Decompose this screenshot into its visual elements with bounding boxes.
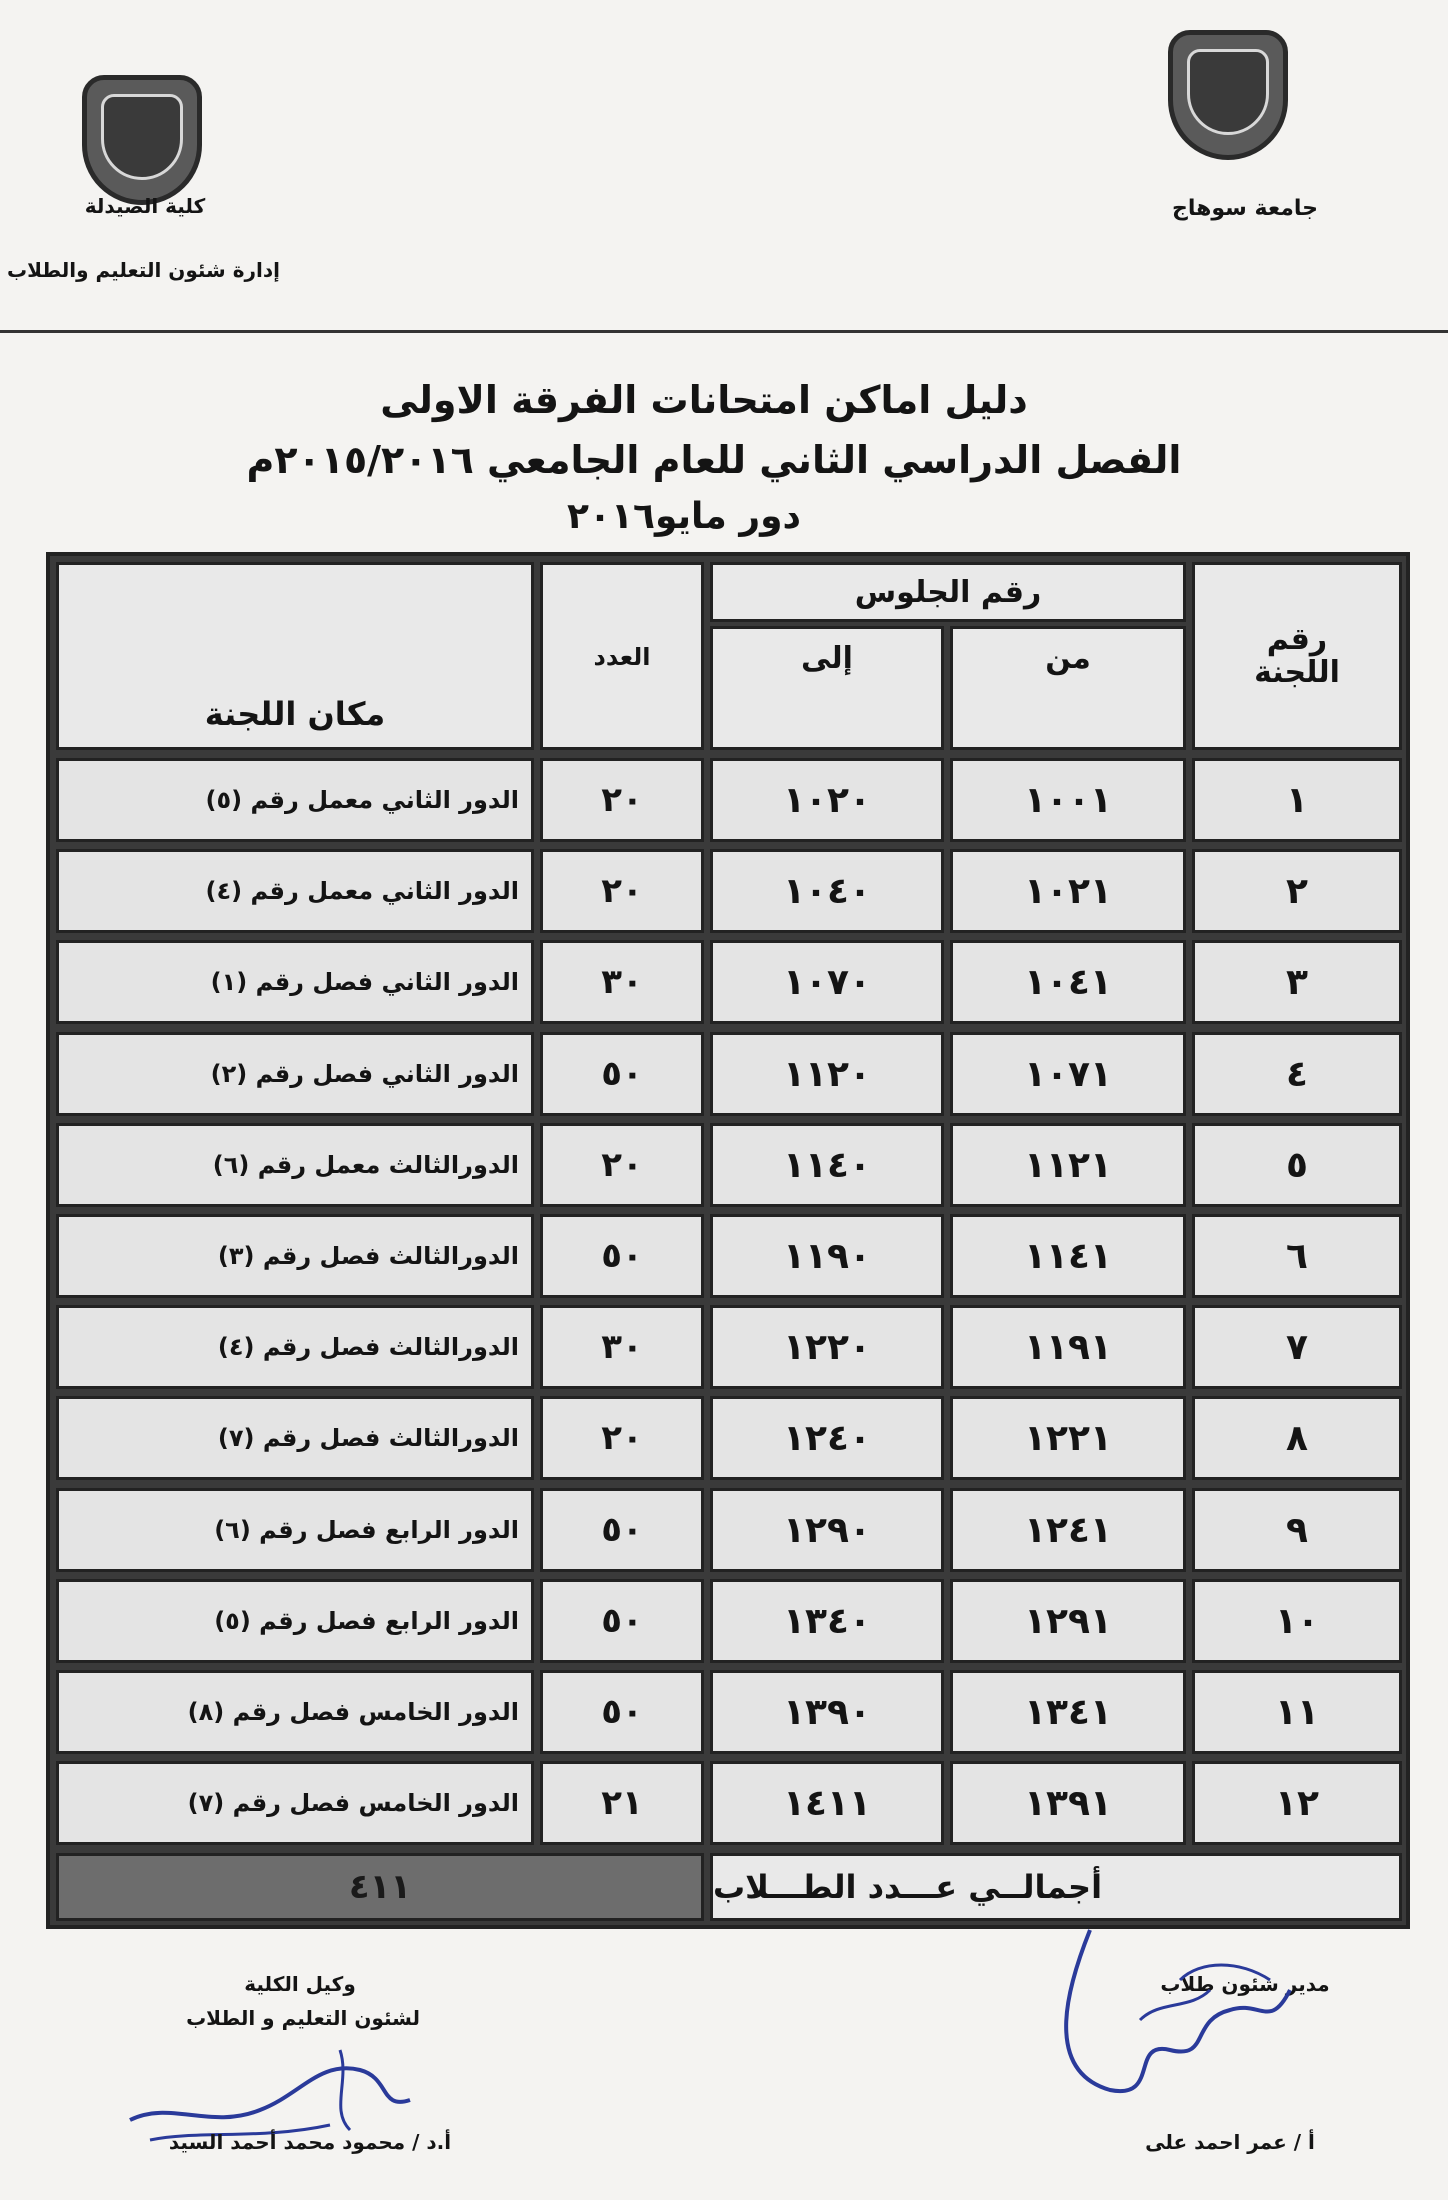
row-seat-to: ١٢٢٠ <box>710 1305 944 1389</box>
doc-subtitle: الفصل الدراسي الثاني للعام الجامعي ٢٠١٥/٢٠١٦م <box>246 438 1182 482</box>
header-place: مكان اللجنة <box>56 562 534 750</box>
row-count: ٥٠ <box>540 1488 704 1572</box>
row-count: ٥٠ <box>540 1214 704 1298</box>
row-seat-from: ١٠٤١ <box>950 940 1186 1024</box>
row-count: ٢٠ <box>540 1123 704 1207</box>
row-committee-no: ٢ <box>1192 849 1402 933</box>
row-place: الدور الثاني فصل رقم (١) <box>56 940 534 1024</box>
row-count: ٥٠ <box>540 1032 704 1116</box>
row-seat-from: ١٣٩١ <box>950 1761 1186 1845</box>
row-seat-to: ١٢٩٠ <box>710 1488 944 1572</box>
row-count: ٢١ <box>540 1761 704 1845</box>
row-place: الدور الثاني فصل رقم (٢) <box>56 1032 534 1116</box>
right-signatory-title: مدير شئون طلاب <box>1160 1972 1330 1996</box>
row-count: ٢٠ <box>540 849 704 933</box>
row-seat-from: ١١٢١ <box>950 1123 1186 1207</box>
row-seat-from: ١٢٤١ <box>950 1488 1186 1572</box>
header-count: العدد <box>540 562 704 750</box>
row-seat-from: ١٢٩١ <box>950 1579 1186 1663</box>
row-seat-to: ١٠٧٠ <box>710 940 944 1024</box>
row-seat-to: ١١٤٠ <box>710 1123 944 1207</box>
header-to: إلى <box>710 626 944 750</box>
row-committee-no: ١٢ <box>1192 1761 1402 1845</box>
header-divider <box>0 330 1448 333</box>
header-from: من <box>950 626 1186 750</box>
row-count: ٢٠ <box>540 1396 704 1480</box>
row-seat-from: ١٠٠١ <box>950 758 1186 842</box>
row-committee-no: ٥ <box>1192 1123 1402 1207</box>
row-place: الدور الرابع فصل رقم (٦) <box>56 1488 534 1572</box>
row-count: ٢٠ <box>540 758 704 842</box>
university-name: جامعة سوهاج <box>1172 196 1318 221</box>
row-place: الدور الثاني معمل رقم (٤) <box>56 849 534 933</box>
doc-session: دور مايو٢٠١٦ <box>567 496 801 537</box>
row-seat-to: ١٠٢٠ <box>710 758 944 842</box>
row-seat-to: ١٠٤٠ <box>710 849 944 933</box>
row-place: الدورالثالث معمل رقم (٦) <box>56 1123 534 1207</box>
row-place: الدورالثالث فصل رقم (٧) <box>56 1396 534 1480</box>
university-seal-icon <box>1168 30 1288 160</box>
row-count: ٥٠ <box>540 1670 704 1754</box>
row-committee-no: ٧ <box>1192 1305 1402 1389</box>
row-seat-from: ١١٤١ <box>950 1214 1186 1298</box>
row-seat-from: ١٢٢١ <box>950 1396 1186 1480</box>
row-committee-no: ٦ <box>1192 1214 1402 1298</box>
faculty-name: كلية الصيدلة <box>84 194 206 218</box>
total-value: ٤١١ <box>56 1853 704 1921</box>
left-signatory-title1: وكيل الكلية <box>244 1972 356 1996</box>
row-place: الدور الرابع فصل رقم (٥) <box>56 1579 534 1663</box>
exam-locations-table <box>46 552 1410 1929</box>
row-seat-from: ١١٩١ <box>950 1305 1186 1389</box>
row-committee-no: ١ <box>1192 758 1402 842</box>
row-place: الدور الثاني معمل رقم (٥) <box>56 758 534 842</box>
row-seat-to: ١٤١١ <box>710 1761 944 1845</box>
doc-title: دليل اماكن امتحانات الفرقة الاولى <box>380 378 1028 422</box>
row-committee-no: ٨ <box>1192 1396 1402 1480</box>
right-signatory-name: أ / عمر احمد على <box>1145 2130 1315 2154</box>
row-seat-from: ١٠٧١ <box>950 1032 1186 1116</box>
row-place: الدورالثالث فصل رقم (٤) <box>56 1305 534 1389</box>
row-seat-to: ١٣٩٠ <box>710 1670 944 1754</box>
row-place: الدور الخامس فصل رقم (٧) <box>56 1761 534 1845</box>
row-committee-no: ٤ <box>1192 1032 1402 1116</box>
right-signature-icon <box>1040 1920 1300 2120</box>
faculty-seal-icon <box>82 75 202 205</box>
row-seat-from: ١٠٢١ <box>950 849 1186 933</box>
left-signatory-title2: لشئون التعليم و الطلاب <box>186 2006 420 2030</box>
row-committee-no: ٣ <box>1192 940 1402 1024</box>
row-seat-to: ١٢٤٠ <box>710 1396 944 1480</box>
row-count: ٣٠ <box>540 940 704 1024</box>
header-seat-no: رقم الجلوس <box>710 562 1186 622</box>
row-committee-no: ١١ <box>1192 1670 1402 1754</box>
row-committee-no: ٩ <box>1192 1488 1402 1572</box>
row-seat-to: ١١٢٠ <box>710 1032 944 1116</box>
row-seat-to: ١٣٤٠ <box>710 1579 944 1663</box>
total-label: أجمالــي عـــدد الطـــلاب <box>710 1853 1402 1921</box>
row-place: الدورالثالث فصل رقم (٣) <box>56 1214 534 1298</box>
left-signatory-name: أ.د / محمود محمد أحمد السيد <box>168 2130 452 2154</box>
row-committee-no: ١٠ <box>1192 1579 1402 1663</box>
row-place: الدور الخامس فصل رقم (٨) <box>56 1670 534 1754</box>
header-committee-no: رقم اللجنة <box>1192 562 1402 750</box>
row-seat-to: ١١٩٠ <box>710 1214 944 1298</box>
row-count: ٣٠ <box>540 1305 704 1389</box>
department-name: إدارة شئون التعليم والطلاب <box>6 258 280 282</box>
row-seat-from: ١٣٤١ <box>950 1670 1186 1754</box>
row-count: ٥٠ <box>540 1579 704 1663</box>
